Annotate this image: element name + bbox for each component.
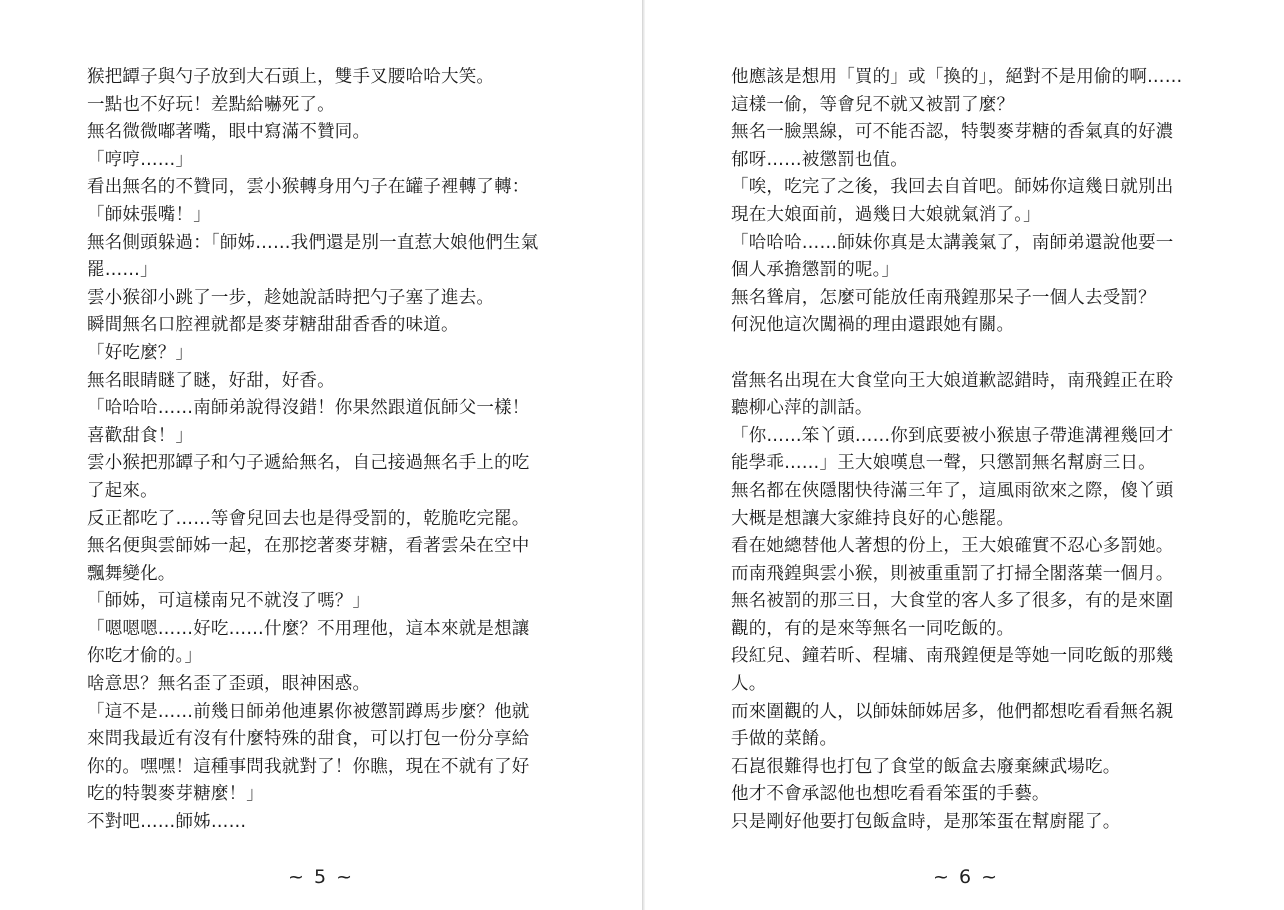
- text-line: 罷……」: [87, 260, 158, 281]
- text-line: 無名側頭躲過：「師姊……我們還是別一直惹大娘他們生氣: [87, 232, 539, 253]
- text-line: 了起來。: [87, 480, 158, 501]
- text-line: 無名微微嘟著嘴，眼中寫滿不贊同。: [87, 122, 371, 143]
- text-line: 而來圍觀的人，以師妹師姊居多，他們都想吃看看無名親: [731, 701, 1174, 722]
- text-line: 啥意思？無名歪了歪頭，眼神困惑。: [87, 674, 371, 695]
- text-line: 當無名出現在大食堂向王大娘道歉認錯時，南飛鍠正在聆: [731, 370, 1174, 391]
- text-line: 無名被罰的那三日，大食堂的客人多了很多，有的是來圍: [731, 591, 1174, 612]
- text-line: 雲小猴把那罈子和勺子遞給無名，自己接過無名手上的吃: [87, 453, 530, 474]
- text-line: 喜歡甜食！」: [87, 425, 194, 446]
- text-line: 飄舞變化。: [87, 563, 176, 584]
- text-line: 無名便與雲師姊一起，在那挖著麥芽糖，看著雲朵在空中: [87, 536, 530, 557]
- left-page-number: ~ 5 ~: [287, 866, 354, 888]
- text-line: 他應該是想用「買的」或「換的」，絕對不是用偷的啊……: [731, 67, 1183, 87]
- text-line: 不對吧……師姊……: [87, 812, 247, 833]
- text-line: 何況他這次闖禍的理由還跟她有關。: [731, 315, 1015, 336]
- text-line: 猴把罈子與勺子放到大石頭上，雙手叉腰哈哈大笑。: [87, 67, 495, 87]
- text-line: 吃的特製麥芽糖麼！」: [87, 784, 264, 805]
- text-line: 「哼哼……」: [87, 149, 194, 170]
- text-line: 「師姊，可這樣南兄不就沒了嗎？」: [87, 591, 371, 612]
- text-line: 你吃才偷的。」: [87, 646, 203, 667]
- text-line: 郁呀……被懲罰也值。: [731, 149, 908, 170]
- text-line: 無名一臉黑線，可不能否認，特製麥芽糖的香氣真的好濃: [731, 122, 1174, 143]
- text-line: [731, 340, 1182, 368]
- text-line: 「這不是……前幾日師弟他連累你被懲罰蹲馬步麼？他就: [87, 701, 530, 722]
- text-line: 「嗯嗯嗯……好吃……什麼？不用理他，這本來就是想讓: [87, 618, 530, 639]
- text-line: 雲小猴卻小跳了一步，趁她說話時把勺子塞了進去。: [87, 287, 495, 308]
- text-line: 而南飛鍠與雲小猴，則被重重罰了打掃全閣落葉一個月。: [731, 563, 1174, 584]
- text-line: 石崑很難得也打包了食堂的飯盒去廢棄練武場吃。: [731, 756, 1121, 777]
- text-line: 只是剛好他要打包飯盒時，是那笨蛋在幫廚罷了。: [731, 812, 1121, 833]
- text-line: 手做的菜餚。: [731, 729, 838, 750]
- text-line: 「你……笨丫頭……你到底要被小猴崽子帶進溝裡幾回才: [731, 425, 1174, 446]
- text-line: 個人承擔懲罰的呢。」: [731, 260, 900, 281]
- text-line: 人。: [731, 674, 767, 695]
- text-line: 無名眼睛瞇了瞇，好甜，好香。: [87, 370, 335, 391]
- text-line: 「唉，吃完了之後，我回去自首吧。師姊你這幾日就別出: [731, 177, 1174, 198]
- text-line: 反正都吃了……等會兒回去也是得受罰的，乾脆吃完罷。: [87, 508, 530, 529]
- text-line: 無名都在俠隱閣快待滿三年了，這風雨欲來之際，傻丫頭: [731, 480, 1174, 501]
- text-line: 觀的，有的是來等無名一同吃飯的。: [731, 618, 1015, 639]
- text-line: 「好吃麼？」: [87, 342, 194, 363]
- text-line: 能學乖……」王大娘嘆息一聲，只懲罰無名幫廚三日。: [731, 453, 1156, 474]
- text-line: 這樣一偷，等會兒不就又被罰了麼？: [731, 94, 1015, 115]
- text-line: 一點也不好玩！差點給嚇死了。: [87, 94, 335, 115]
- text-line: 瞬間無名口腔裡就都是麥芽糖甜甜香香的味道。: [87, 315, 459, 336]
- text-line: 大概是想讓大家維持良好的心態罷。: [731, 508, 1015, 529]
- right-page-text: [731, 64, 1182, 837]
- text-line: 「哈哈哈……南師弟說得沒錯！你果然跟道佤師父一樣！: [87, 398, 530, 419]
- right-page-number: ~ 6 ~: [932, 866, 999, 888]
- text-line: 看出無名的不贊同，雲小猴轉身用勺子在罐子裡轉了轉：: [87, 177, 530, 198]
- text-line: 看在她總替他人著想的份上，王大娘確實不忍心多罰她。: [731, 536, 1174, 557]
- text-line: 無名聳肩，怎麼可能放任南飛鍠那呆子一個人去受罰？: [731, 287, 1156, 308]
- text-line: 「師妹張嘴！」: [87, 204, 211, 225]
- text-line: 段紅兒、鐘若昕、程墉、南飛鍠便是等她一同吃飯的那幾: [731, 646, 1174, 667]
- text-line: 聽柳心萍的訓話。: [731, 398, 873, 419]
- right-page: [645, 0, 1284, 910]
- text-line: 他才不會承認他也想吃看看笨蛋的手藝。: [731, 784, 1050, 805]
- text-line: 來問我最近有沒有什麼特殊的甜食，可以打包一份分享給: [87, 729, 530, 750]
- text-line: 你的。嘿嘿！這種事問我就對了！你瞧，現在不就有了好: [87, 756, 530, 777]
- text-line: 現在大娘面前，過幾日大娘就氣消了。」: [731, 204, 1041, 225]
- left-page-text: [87, 64, 538, 837]
- text-line: 「哈哈哈……師妹你真是太講義氣了，南師弟還說他要一: [731, 232, 1174, 253]
